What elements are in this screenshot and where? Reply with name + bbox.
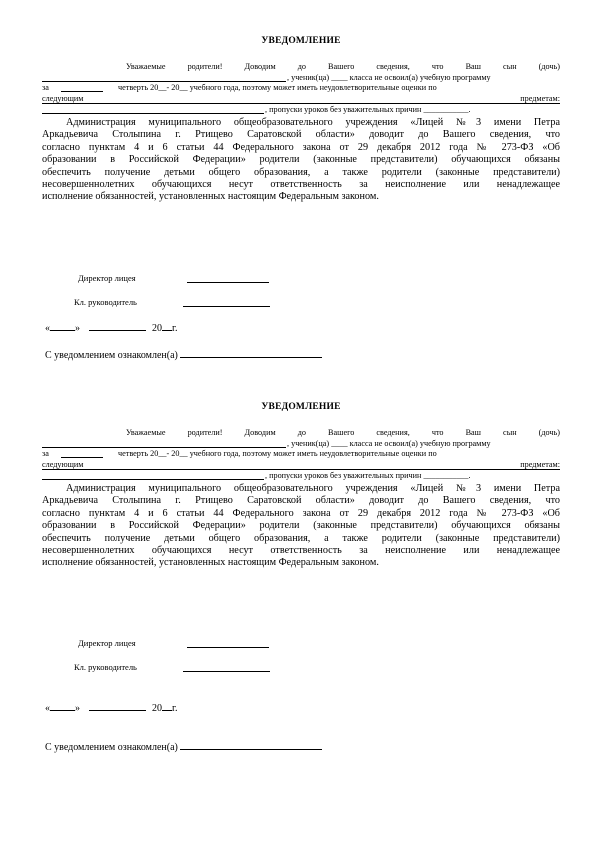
admin-line: согласно пунктам 4 и 6 статьи 44 Федерального закона от 29 декабря 2012 года № 273-ФЗ «Об	[42, 141, 560, 153]
director-label: Директор лицея	[78, 273, 136, 283]
subjects-field-2[interactable]	[42, 113, 264, 114]
date-suffix: г.	[172, 703, 178, 714]
absences-text: , пропуски уроков без уважительных причин ___________.	[265, 105, 471, 115]
admin-line: Аркадьевича Столыпина г. Ртищево Саратовской области» доводит до Вашего сведения, что	[42, 129, 560, 141]
subjects-left: следующим	[42, 93, 84, 103]
student-class-text: , ученик(ца) ____ класса не освоил(а) учебную программу	[287, 72, 491, 82]
notice-title: УВЕДОМЛЕНИЕ	[261, 36, 341, 46]
greeting-line	[42, 428, 560, 439]
absences-text: , пропуски уроков без уважительных причин ___________.	[265, 471, 471, 481]
class-teacher-label: Кл. руководитель	[74, 662, 137, 672]
admin-line: Администрация муниципального общеобразовательного учреждения «Лицей №3 имени Петра	[66, 482, 560, 494]
notice-title: УВЕДОМЛЕНИЕ	[261, 402, 341, 412]
quarter-line	[42, 449, 560, 460]
administration-paragraph	[42, 117, 560, 204]
student-class-text: , ученик(ца) ____ класса не освоил(а) учебную программу	[287, 438, 491, 448]
student-name-field[interactable]	[42, 447, 286, 448]
quarter-text: четверть 20__- 20__ учебного года, поэтому может иметь неудовлетворительные оценки по	[118, 83, 437, 93]
student-name-field[interactable]	[42, 81, 286, 82]
acknowledgement-row	[45, 741, 322, 753]
acknowledgement-field[interactable]	[180, 741, 322, 750]
quarter-prefix: за	[42, 449, 49, 459]
subjects-line	[42, 460, 560, 471]
admin-line: Аркадьевича Столыпина г. Ртищево Саратовской области» доводит до Вашего сведения, что	[42, 495, 560, 507]
student-line	[42, 73, 560, 84]
greeting-line	[42, 62, 560, 73]
year-prefix: 20	[152, 323, 162, 334]
date-open: «	[45, 323, 50, 334]
date-open: «	[45, 703, 50, 714]
greeting-text: Уважаемые родители! Доводим до Вашего сведения, что Ваш сын (дочь)	[126, 428, 560, 437]
greeting-text: Уважаемые родители! Доводим до Вашего сведения, что Ваш сын (дочь)	[126, 62, 560, 71]
subjects-field-2[interactable]	[42, 479, 264, 480]
acknowledgement-row	[45, 349, 322, 361]
quarter-field[interactable]	[61, 91, 103, 92]
admin-line: обеспечить получение детьми общего образования, а также родители (законные представители)	[42, 532, 560, 544]
date-row	[45, 702, 177, 714]
class-teacher-label: Кл. руководитель	[74, 297, 137, 307]
month-field[interactable]	[89, 322, 146, 331]
quarter-prefix: за	[42, 83, 49, 93]
absences-line	[42, 471, 560, 482]
admin-line: обеспечить получение детьми общего образования, а также родители (законные представители)	[42, 166, 560, 178]
date-suffix: г.	[172, 323, 178, 334]
class-teacher-signature-field[interactable]	[183, 306, 270, 307]
date-row	[45, 322, 177, 334]
year-field[interactable]	[162, 702, 172, 711]
admin-line: несовершеннолетних обучающихся несут ответственность за неисполнение или ненадлежащее	[42, 179, 560, 190]
quarter-line	[42, 83, 560, 94]
subjects-left: следующим	[42, 459, 84, 469]
day-field[interactable]	[50, 322, 75, 331]
admin-line: Администрация муниципального общеобразовательного учреждения «Лицей №3 имени Петра	[66, 116, 560, 128]
admin-line: согласно пунктам 4 и 6 статьи 44 Федерального закона от 29 декабря 2012 года № 273-ФЗ «Об	[42, 507, 560, 519]
day-field[interactable]	[50, 702, 75, 711]
admin-line: образовании в Российской Федерации» родители (законные представители) обучающихся обязаны	[42, 520, 560, 532]
subjects-line	[42, 94, 560, 105]
subjects-field[interactable]	[42, 103, 560, 104]
subjects-right: предметам:	[520, 459, 560, 469]
class-teacher-signature-field[interactable]	[183, 671, 270, 672]
acknowledgement-field[interactable]	[180, 349, 322, 358]
acknowledgement-label: С уведомлением ознакомлен(а)	[45, 350, 178, 361]
admin-line: несовершеннолетних обучающихся несут ответственность за неисполнение или ненадлежащее	[42, 545, 560, 556]
absences-line	[42, 105, 560, 116]
date-close: »	[75, 323, 80, 334]
director-signature-field[interactable]	[187, 282, 269, 283]
notice-1	[42, 36, 560, 204]
director-signature-field[interactable]	[187, 647, 269, 648]
admin-line-last: исполнение обязанностей, установленных настоящим Федеральным законом.	[42, 557, 379, 569]
admin-line: образовании в Российской Федерации» родители (законные представители) обучающихся обязаны	[42, 154, 560, 166]
admin-line-last: исполнение обязанностей, установленных настоящим Федеральным законом.	[42, 191, 379, 203]
date-close: »	[75, 703, 80, 714]
year-field[interactable]	[162, 322, 172, 331]
quarter-field[interactable]	[61, 457, 103, 458]
month-field[interactable]	[89, 702, 146, 711]
notice-2	[42, 402, 560, 570]
subjects-right: предметам:	[520, 93, 560, 103]
student-line	[42, 439, 560, 450]
acknowledgement-label: С уведомлением ознакомлен(а)	[45, 742, 178, 753]
year-prefix: 20	[152, 703, 162, 714]
quarter-text: четверть 20__- 20__ учебного года, поэтому может иметь неудовлетворительные оценки по	[118, 449, 437, 459]
administration-paragraph	[42, 483, 560, 570]
subjects-field[interactable]	[42, 469, 560, 470]
director-label: Директор лицея	[78, 638, 136, 648]
